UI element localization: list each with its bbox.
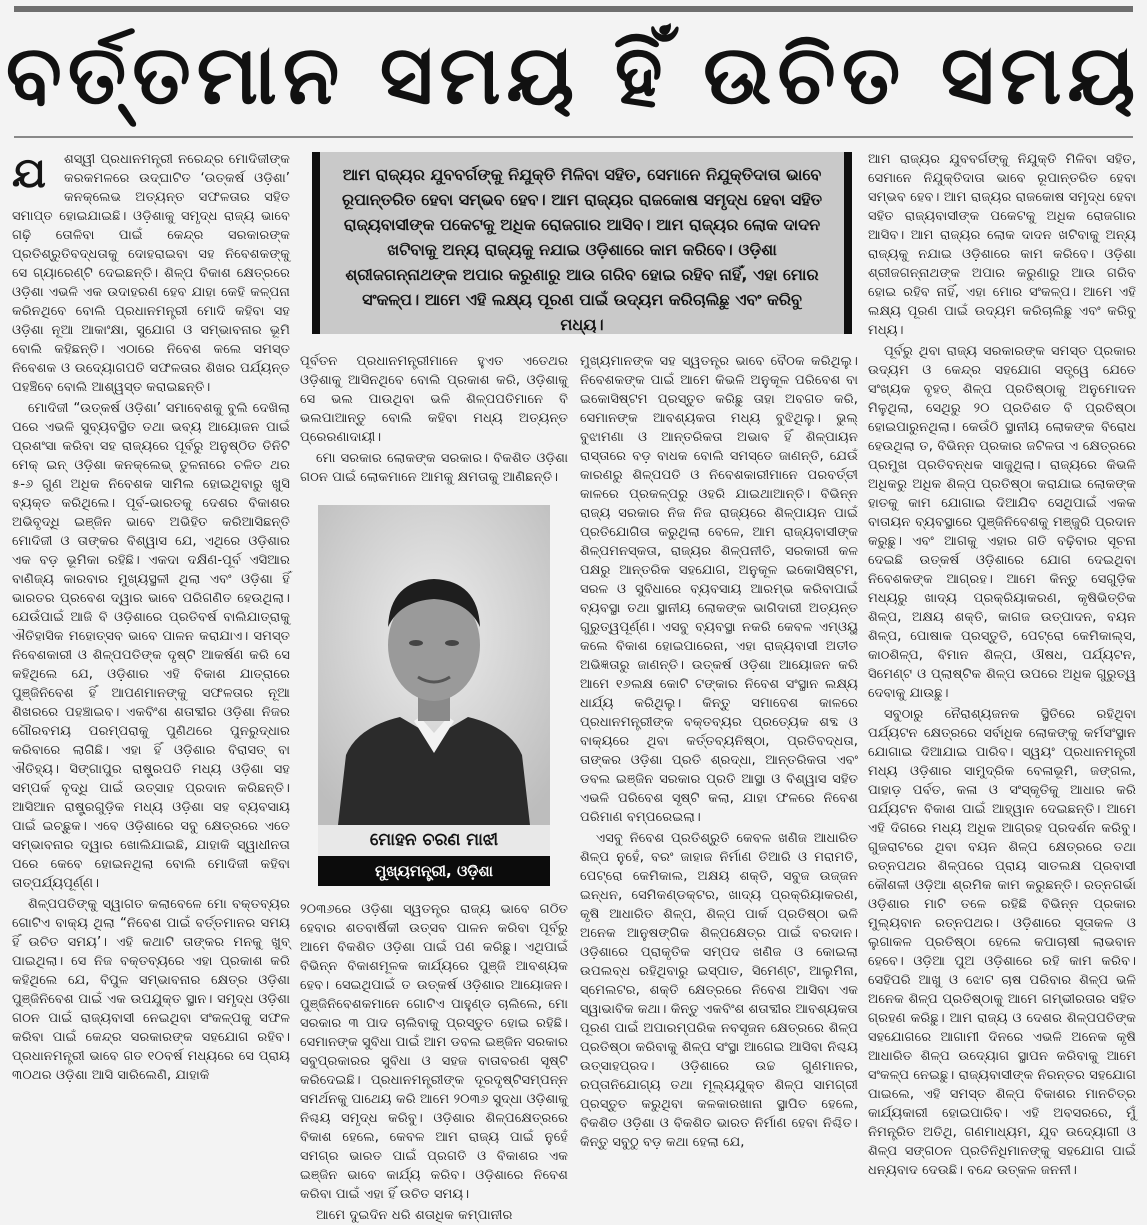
article-paragraph bbox=[12, 150, 290, 397]
photo-caption-role: ମୁଖ୍ୟମନ୍ତ୍ରୀ, ଓଡ଼ିଶା bbox=[318, 856, 550, 886]
article-column-3 bbox=[580, 352, 858, 1198]
article-paragraph: ପୂର୍ବତନ ପ୍ରଧାନମନ୍ତ୍ରୀମାନେ ହୁଏତ ଏତେଥର ଓଡ଼ିଶାକୁ ଆସିନଥିବେ ବୋଲି ପ୍ରକାଶ କରି, ଓଡ଼ିଶାକୁ ସେ ଭଲ ପାଉଥିବା ଭଳି ଶିଳ୍ପପତିମାନେ ବି ଭଲପାଆନ୍ତୁ ବୋଲି କହିବା ମଧ୍ୟ ଅତ୍ୟନ୍ତ ପ୍ରେରଣାଦାୟୀ। bbox=[300, 354, 568, 445]
article-paragraph: ଏସବୁ ନିବେଶ ପ୍ରତିଶ୍ରୁତି କେବଳ ଖଣିଜ ଆଧାରିତ ଶିଳ୍ପ ନୁହେଁ, ବରଂ ଜାହାଜ ନିର୍ମାଣ ତିଆରି ଓ ମରାମତି, ପେଟ୍ରୋ କେମିକାଲ, ଅକ୍ଷୟ ଶକ୍ତି, ସବୁଜ ଉଜ୍ଜନ ଇନ୍ଧନ, ସେମିକଣ୍ଡକ୍ଟର, ଖାଦ୍ୟ ପ୍ରକ୍ରିୟାକରଣ, କୃଷି ଆଧାରିତ ଶିଳ୍ପ, ଶିଳ୍ପ ପାର୍କ ପ୍ରତିଷ୍ଠା ଭଳି ଅନେକ ଆନୁଷଙ୍ଗିକ ଶିଳ୍ପକ୍ଷେତ୍ର ପାଇଁ ବରଦାନ। ଓଡ଼ିଶାରେ ପ୍ରାକୃତିକ ସମ୍ପଦ ଖଣିଜ ଓ କୋଇଲା ଉପଲବ୍ଧ ରହିଥିବାରୁ ଇସ୍ପାତ, ସିମେଣ୍ଟ, ଆଲୁମିନା, ସ୍ମେଲଟର, ଶକ୍ତି କ୍ଷେତ୍ରରେ ନିବେଶ ଆସିବା ଏକ ସ୍ୱାଭାବିକ କଥା। କିନ୍ତୁ ଏକବିଂଶ ଶତାବ୍ଦୀର ଆବଶ୍ୟକତା ପୂରଣ ପାଇଁ ଅପାରମ୍ପରିକ ନବସୃଜନ କ୍ଷେତ୍ରରେ ଶିଳ୍ପ ପ୍ରତିଷ୍ଠା କରିବାକୁ ଶିଳ୍ପ ସଂସ୍ଥା ଆଗେଇ ଆସିବା ନିଶ୍ଚୟ ଉତ୍ସାହପ୍ରଦ। ଓଡ଼ିଶାରେ ଉଚ୍ଚ ଗୁଣମାନର, ରପ୍ତାନିଯୋଗ୍ୟ ତଥା ମୂଲ୍ୟଯୁକ୍ତ ଶିଳ୍ପ ସାମଗ୍ରୀ ପ୍ରସ୍ତୁତ କରୁଥିବା କଳକାରଖାନା ସ୍ଥାପିତ ହେଲେ, ବିକଶିତ ଓଡ଼ିଶା ଓ ବିକଶିତ ଭାରତ ନିର୍ମାଣ ହେବା ନିଶ୍ଚିତ। କିନ୍ତୁ ସବୁଠୁ ବଡ଼ କଥା ହେଲା ଯେ, bbox=[580, 831, 858, 1150]
top-rule bbox=[14, 6, 1133, 12]
article-paragraph: ଆମ ରାଜ୍ୟର ଯୁବବର୍ଗଙ୍କୁ ନିଯୁକ୍ତି ମିଳିବା ସହିତ, ସେମାନେ ନିଯୁକ୍ତିଦାତା ଭାବେ ରୂପାନ୍ତରିତ ହେବା ସମ୍ଭବ ହେବ। ଆମ ରାଜ୍ୟର ରାଜକୋଷ ସମୃଦ୍ଧ ହେବା ସହିତ ରାଜ୍ୟବାସୀଙ୍କ ପକେଟକୁ ଅଧିକ ରୋଜଗାର ଆସିବ। ଆମ ରାଜ୍ୟର ଲୋକ ଦାଦନ ଖଟିବାକୁ ଅନ୍ୟ ରାଜ୍ୟକୁ ନଯାଇ ଓଡ଼ିଶାରେ କାମ କରିବେ। ଓଡ଼ିଶା ଶ୍ରୀଜଗନ୍ନାଥଙ୍କ ଅପାର କରୁଣାରୁ ଆଉ ଗରିବ ହୋଇ ରହିବ ନାହିଁ, ଏହା ମୋର ସଂକଳ୍ପ। ଆମେ ଏହି ଲକ୍ଷ୍ୟ ପୂରଣ ପାଇଁ ଉଦ୍ୟମ କରିଚାଲିଛୁ ଏବଂ କରିବୁ ମଧ୍ୟ। bbox=[868, 152, 1136, 338]
article-column-4 bbox=[868, 150, 1136, 1198]
paragraph-text: ଶସ୍ୱୀ ପ୍ରଧାନମନ୍ତ୍ରୀ ନରେନ୍ଦ୍ର ମୋଦିଜୀଙ୍କ କରକମଳରେ ଉଦ୍‌ଘାଟିତ ‘ଉତ୍କର୍ଷ ଓଡ଼ିଶା’ କନକ୍ଲେଭ ଅତ୍ୟନ୍ତ ସଫଳତାର ସହିତ ସମାପ୍ତ ହୋଇଯାଇଛି। ଓଡ଼ିଶାକୁ ସମୃଦ୍ଧ ରାଜ୍ୟ ଭାବେ ଗଢ଼ି ତୋଳିବା ପାଇଁ କେନ୍ଦ୍ର ସରକାରଙ୍କ ପ୍ରତିଶ୍ରୁତିବଦ୍ଧତାକୁ ଦୋହରାଇବା ସହ ନିବେଶକଙ୍କୁ ସେ ଗ୍ୟାରେଣ୍ଟି ଦେଇଛନ୍ତି। ଶିଳ୍ପ ବିକାଶ କ୍ଷେତ୍ରରେ ଓଡ଼ିଶା ଏଭଳି ଏକ ଉଦାହରଣ ହେବ ଯାହା କେହି କଳ୍ପନା କରିନଥିବେ ବୋଲି ପ୍ରଧାନମନ୍ତ୍ରୀ ମୋଦି କହିବା ସହ ଓଡ଼ିଶା ନୂଆ ଆକାଂକ୍ଷା, ସୁଯୋଗ ଓ ସମ୍ଭାବନାର ଭୂମି ବୋଲି କହିଛନ୍ତି। ଏଠାରେ ନିବେଶ କଲେ ସମସ୍ତ ନିବେଶକ ଓ ଉଦ୍ୟୋଗପତି ସଫଳତାର ଶିଖର ପର୍ଯ୍ୟନ୍ତ ପହଞ୍ଚିବେ ବୋଲି ଆଶ୍ୱସ୍ତ କରାଇଛନ୍ତି। bbox=[12, 152, 290, 395]
article-paragraph: ମୋ ସରକାର ଲୋକଙ୍କ ସରକାର। ବିକଶିତ ଓଡ଼ିଶା ଗଠନ ପାଇଁ ଲୋକମାନେ ଆମକୁ କ୍ଷମତାକୁ ଆଣିଛନ୍ତି। bbox=[300, 451, 568, 485]
article-column-2-bottom bbox=[300, 900, 568, 1223]
headline-rule bbox=[14, 136, 1133, 138]
chief-minister-photo bbox=[318, 505, 550, 825]
article-column-2-top bbox=[300, 352, 568, 492]
headline: ବର୍ତ୍ତମାନ ସମୟ ହିଁ ଉଚିତ ସମୟ bbox=[5, 28, 1142, 123]
pull-quote: ଆମ ରାଜ୍ୟର ଯୁବବର୍ଗଙ୍କୁ ନିଯୁକ୍ତି ମିଳିବା ସହିତ, ସେମାନେ ନିଯୁକ୍ତିଦାତା ଭାବେ ରୂପାନ୍ତରିତ ହେବା ସମ୍ଭବ ହେବ। ଆମ ରାଜ୍ୟର ରାଜକୋଷ ସମୃଦ୍ଧ ହେବା ସହିତ ରାଜ୍ୟବାସୀଙ୍କ ପକେଟକୁ ଅଧିକ ରୋଜଗାର ଆସିବ। ଆମ ରାଜ୍ୟର ଲୋକ ଦାଦନ ଖଟିବାକୁ ଅନ୍ୟ ରାଜ୍ୟକୁ ନଯାଇ ଓଡ଼ିଶାରେ କାମ କରିବେ। ଓଡ଼ିଶା ଶ୍ରୀଜଗନ୍ନାଥଙ୍କ ଅପାର କରୁଣାରୁ ଆଉ ଗରିବ ହୋଇ ରହିବ ନାହିଁ, ଏହା ମୋର ସଂକଳ୍ପ। ଆମେ ଏହି ଲକ୍ଷ୍ୟ ପୂରଣ ପାଇଁ ଉଦ୍ୟମ କରିଚାଲିଛୁ ଏବଂ କରିବୁ ମଧ୍ୟ। bbox=[312, 152, 852, 334]
article-paragraph: ଆମେ ଦୁଇଦିନ ଧରି ଶତାଧିକ କମ୍ପାନୀର bbox=[316, 1208, 513, 1223]
article-paragraph: ପୂର୍ବରୁ ଥିବା ରାଜ୍ୟ ସରକାରଙ୍କ ସମସ୍ତ ପ୍ରକାର ଉଦ୍ୟମ ଓ କେନ୍ଦ୍ର ସହଯୋଗ ସତ୍ତ୍ୱେ ଯେତେ ସଂଖ୍ୟକ ବୃହତ୍ ଶିଳ୍ପ ପ୍ରତିଷ୍ଠାକୁ ଅନୁମୋଦନ ମିଳୁଥିଲା, ସେଥିରୁ ୨୦ ପ୍ରତିଶତ ବି ପ୍ରତିଷ୍ଠା ହୋଇପାରୁନଥିଲା। କେଉଁଠି ସ୍ଥାନୀୟ ଲୋକଙ୍କ ବିରୋଧ ହେଉଥିଲା ତ, ବିଭିନ୍ନ ପ୍ରକାର ଜଟିଳତା ଏ କ୍ଷେତ୍ରରେ ପ୍ରମୁଖ ପ୍ରତିବନ୍ଧକ ସାଜୁଥିଲା। ରାଜ୍ୟରେ କିଭଳି ଅଧିକରୁ ଅଧିକ ଶିଳ୍ପ ପ୍ରତିଷ୍ଠା କରାଯାଇ ଲୋକଙ୍କ ହାତକୁ କାମ ଯୋଗାଇ ଦିଆଯିବ ସେଥିପାଇଁ ଏକକ ବାତାୟନ ବ୍ୟବସ୍ଥାରେ ପୁଞ୍ଜିନିବେଶକୁ ମଞ୍ଜୁରି ପ୍ରଦାନ କରୁଛୁ। ଏବଂ ଆଗକୁ ଏହାର ଗତି ବଢ଼ିବାର ସୂଚନା ଦେଇଛି ଉତ୍କର୍ଷ ଓଡ଼ିଶାରେ ଯୋଗ ଦେଇଥିବା ନିବେଶକଙ୍କ ଆଗ୍ରହ। ଆମେ କିନ୍ତୁ ସେଗୁଡ଼ିକ ମଧ୍ୟରୁ ଖାଦ୍ୟ ପ୍ରକ୍ରିୟାକରଣ, କୃଷିଭିତ୍ତିକ ଶିଳ୍ପ, ଅକ୍ଷୟ ଶକ୍ତି, କାଗଜ ଉତ୍ପାଦନ, ବୟନ ଶିଳ୍ପ, ପୋଷାକ ପ୍ରସ୍ତୁତି, ପେଟ୍ରୋ କେମିକାଲ୍ସ, କାଠଶିଳ୍ପ, ବିମାନ ଶିଳ୍ପ, ଔଷଧ, ପର୍ଯ୍ୟଟନ, ସିମେଣ୍ଟ ଓ ପ୍ଲାଷ୍ଟିକ ଶିଳ୍ପ ଉପରେ ଅଧିକ ଗୁରୁତ୍ୱ ଦେବାକୁ ଯାଉଛୁ। bbox=[868, 344, 1136, 701]
portrait-image bbox=[318, 505, 550, 825]
article-paragraph: ମୋଦିଜୀ “ଉତ୍କର୍ଷ ଓଡ଼ିଶା’ ସମାବେଶକୁ ବୁଲି ଦେଖିଲା ପରେ ଏଭଳି ସୁବ୍ୟବସ୍ଥିତ ତଥା ଭବ୍ୟ ଆୟୋଜନ ପାଇଁ ପ୍ରଶଂସା କରିବା ସହ ରାଜ୍ୟରେ ପୂର୍ବରୁ ଅନୁଷ୍ଠିତ ତିନିଟି ମେକ୍ ଇନ୍ ଓଡ଼ିଶା କନକ୍ଲେଭ୍ ତୁଳନାରେ ଚଳିତ ଥର ୫-୬ ଗୁଣ ଅଧିକ ନିବେଶକ ସାମିଲ ହୋଇଥିବାରୁ ଖୁସି ବ୍ୟକ୍ତ କରିଥିଲେ। ପୂର୍ବ-ଭାରତକୁ ଦେଶର ବିକାଶର ଅଭିବୃଦ୍ଧି ଇଞ୍ଜିନ ଭାବେ ଅଭିହିତ କରିଆସିଛନ୍ତି ମୋଦିଜୀ ଓ ତାଙ୍କର ବିଶ୍ୱାସ ଯେ, ଏଥିରେ ଓଡ଼ିଶାର ଏକ ବଡ଼ ଭୂମିକା ରହିଛି। ଏକଦା ଦକ୍ଷିଣ-ପୂର୍ବ ଏସିଆର ବାଣିଜ୍ୟ କାରବାର ମୁଖ୍ୟସ୍ଥଳୀ ଥିଲା ଏବଂ ଓଡ଼ିଶା ହିଁ ଭାରତର ପ୍ରବେଶ ଦ୍ୱାର ଭାବେ ପରିଗଣିତ ହେଉଥିଲା। ଯେଉଁପାଇଁ ଆଜି ବି ଓଡ଼ିଶାରେ ପ୍ରତିବର୍ଷ ବାଲିଯାତ୍ରାକୁ ଐତିହାସିକ ମହୋତ୍ସବ ଭାବେ ପାଳନ କରାଯାଏ। ସମସ୍ତ ନିବେଶକାରୀ ଓ ଶିଳ୍ପପତିଙ୍କ ଦୃଷ୍ଟି ଆକର୍ଷଣ କରି ସେ କହିଥିଲେ ଯେ, ଓଡ଼ିଶାର ଏହି ବିକାଶ ଯାତ୍ରାରେ ପୁଞ୍ଜିନିବେଶ ହିଁ ଆପଣମାନଙ୍କୁ ସଫଳତାର ନୂଆ ଶିଖରରେ ପହଞ୍ଚାଇବ। ଏକବିଂଶ ଶତାବ୍ଦୀର ଓଡ଼ିଶା ନିଜର ଗୌରବମୟ ପରମ୍ପରାକୁ ପୁଣିଥରେ ପୁନରୁଦ୍ଧାର କରିବାରେ ଲାଗିଛି। ଏହା ହିଁ ଓଡ଼ିଶାର ବିରାସତ୍ ବା ଐତିହ୍ୟ। ସିଙ୍ଗାପୁର ରାଷ୍ଟ୍ରପତି ମଧ୍ୟ ଓଡ଼ିଶା ସହ ସମ୍ପର୍କ ବୃଦ୍ଧି ପାଇଁ ଉତ୍ସାହ ପ୍ରଦାନ କରିଛନ୍ତି। ଆସିଆନ ରାଷ୍ଟ୍ରଗୁଡ଼ିକ ମଧ୍ୟ ଓଡ଼ିଶା ସହ ବ୍ୟବସାୟ ପାଇଁ ଇଚ୍ଛୁକ। ଏବେ ଓଡ଼ିଶାରେ ସବୁ କ୍ଷେତ୍ରରେ ଏତେ ସମ୍ଭାବନାର ଦ୍ୱାର ଖୋଲିଯାଇଛି, ଯାହାକି ସ୍ୱାଧୀନତା ପରେ କେବେ ହୋଇନଥିଲା ବୋଲି ମୋଦିଜୀ କହିବା ତାତ୍ପର୍ଯ୍ୟପୂର୍ଣ୍ଣ। bbox=[12, 401, 290, 891]
drop-cap: ଯ bbox=[12, 148, 46, 197]
article-paragraph: ଶିଳ୍ପପତିଙ୍କୁ ସ୍ୱାଗତ କଲାବେଳେ ମୋ ବକ୍ତବ୍ୟର ଗୋଟିଏ ବାକ୍ୟ ଥିଲା “ନିବେଶ ପାଇଁ ବର୍ତ୍ତମାନର ସମୟ ହିଁ ଉଚିତ ସମୟ’। ଏହି କଥାଟି ତାଙ୍କର ମନକୁ ଖୁବ୍ ପାଇଥିଲା। ସେ ନିଜ ବକ୍ତବ୍ୟରେ ଏହା ପ୍ରକାଶ କରି କହିଥିଲେ ଯେ, ବିପୁଳ ସମ୍ଭାବନାର କ୍ଷେତ୍ର ଓଡ଼ିଶା ପୁଞ୍ଜିନିବେଶ ପାଇଁ ଏକ ଉପଯୁକ୍ତ ସ୍ଥାନ। ସମୃଦ୍ଧ ଓଡ଼ିଶା ଗଠନ ପାଇଁ ରାଜ୍ୟବାସୀ ନେଇଥିବା ସଂକଳ୍ପକୁ ସଫଳ କରିବା ପାଇଁ କେନ୍ଦ୍ର ସରକାରଙ୍କ ସହଯୋଗ ରହିବ। ପ୍ରଧାନମନ୍ତ୍ରୀ ଭାବେ ଗତ ୧୦ବର୍ଷ ମଧ୍ୟରେ ସେ ପ୍ରାୟ ୩୦ଥର ଓଡ଼ିଶା ଆସି ସାରିଲେଣି, ଯାହାକି bbox=[12, 897, 290, 1083]
article-column-1 bbox=[12, 150, 290, 1198]
article-paragraph: ମୁଖ୍ୟମାନଙ୍କ ସହ ସ୍ୱତନ୍ତ୍ର ଭାବେ ବୈଠକ କରିଥିଲୁ। ନିବେଶକଙ୍କ ପାଇଁ ଆମେ କିଭଳି ଅନୁକୂଳ ପରିବେଶ ବା ଇକୋସିଷ୍ଟମ ପ୍ରସ୍ତୁତ କରିଛୁ ତାହା ଅବଗତ କରି, ସେମାନଙ୍କ ଆବଶ୍ୟକତା ମଧ୍ୟ ବୁଝିଥିଲୁ। ଭୁଲ୍ ବୁଝାମଣା ଓ ଆନ୍ତରିକତା ଅଭାବ ହିଁ ଶିଳ୍ପାୟନ ରାସ୍ତାରେ ବଡ଼ ବାଧକ ବୋଲି ସମସ୍ତେ ଜାଣନ୍ତି, ଯେଉଁ କାରଣରୁ ଶିଳ୍ପପତି ଓ ନିବେଶକାରୀମାନେ ପରବର୍ତ୍ତୀ କାଳରେ ପ୍ରକଳ୍ପରୁ ଓହରି ଯାଇଥାଆନ୍ତି। ବିଭିନ୍ନ ରାଜ୍ୟ ସରକାର ନିଜ ନିଜ ରାଜ୍ୟରେ ଶିଳ୍ପାୟନ ପାଇଁ ପ୍ରତିଯୋଗିତା କରୁଥିଲା ବେଳେ, ଆମ ରାଜ୍ୟବାସୀଙ୍କ ଶିଳ୍ପମନସ୍କତା, ରାଜ୍ୟର ଶିଳ୍ପନୀତି, ସରକାରୀ କଳ ପକ୍ଷରୁ ଆନ୍ତରିକ ସହଯୋଗ, ଅନୁକୂଳ ଇକୋସିଷ୍ଟମ, ସରଳ ଓ ସୁବିଧାରେ ବ୍ୟବସାୟ ଆରମ୍ଭ କରିବାପାଇଁ ବ୍ୟବସ୍ଥା ତଥା ସ୍ଥାନୀୟ ଲୋକଙ୍କ ଭାଗିଦାରୀ ଅତ୍ୟନ୍ତ ଗୁରୁତ୍ୱପୂର୍ଣ୍ଣ। ଏସବୁ ବ୍ୟବସ୍ଥା ନକରି କେବଳ ଏମ୍ଓୟୁ କଲେ ବିକାଶ ହୋଇପାରେନା, ଏହା ରାଜ୍ୟବାସୀ ଅତୀତ ଅଭିଜ୍ଞତାରୁ ଜାଣନ୍ତି। ଉତ୍କର୍ଷ ଓଡ଼ିଶା ଆୟୋଜନ କରି ଆମେ ୧୬ଲକ୍ଷ କୋଟି ଟଙ୍କାର ନିବେଶ ସଂସ୍ଥାନ ଲକ୍ଷ୍ୟ ଧାର୍ଯ୍ୟ କରିଥିଲୁ। କିନ୍ତୁ ସମାବେଶ କାଳରେ ପ୍ରଧାନମନ୍ତ୍ରୀଙ୍କ ବକ୍ତବ୍ୟର ପ୍ରତ୍ୟେକ ଶବ୍ଦ ଓ ବାକ୍ୟରେ ଥିବା କର୍ତ୍ତବ୍ୟନିଷ୍ଠା, ପ୍ରତିବଦ୍ଧତା, ତାଙ୍କର ଓଡ଼ିଶା ପ୍ରତି ଶ୍ରଦ୍ଧା, ଆନ୍ତରିକତା ଏବଂ ଡବଲ ଇଞ୍ଜିନ ସରକାର ପ୍ରତି ଆସ୍ଥା ଓ ବିଶ୍ୱାସ ସହିତ ଏଭଳି ପରିବେଶ ସୃଷ୍ଟି କଲା, ଯାହା ଫଳରେ ନିବେଶ ପରିମାଣ ବମ୍ପରେଇଲା। bbox=[580, 354, 858, 825]
article-paragraph: ସବୁଠାରୁ ନୈରାଶ୍ୟଜନକ ସ୍ଥିତିରେ ରହିଥିବା ପର୍ଯ୍ୟଟନ କ୍ଷେତ୍ରରେ ସର୍ବାଧିକ ଲୋକଙ୍କୁ କର୍ମସଂସ୍ଥାନ ଯୋଗାଇ ଦିଆଯାଇ ପାରିବ। ସ୍ୱୟଂ ପ୍ରଧାନମନ୍ତ୍ରୀ ମଧ୍ୟ ଓଡ଼ିଶାର ସାମୁଦ୍ରିକ ବେଳାଭୂମି, ଜଙ୍ଗଲ, ପାହାଡ଼ ପର୍ବତ, କଳା ଓ ସଂସ୍କୃତିକୁ ଆଧାର କରି ପର୍ଯ୍ୟଟନ ବିକାଶ ପାଇଁ ଆହ୍ୱାନ ଦେଇଛନ୍ତି। ଆମେ ଏହି ଦିଗରେ ମଧ୍ୟ ଅଧିକ ଆଗ୍ରହ ପ୍ରଦର୍ଶନ କରିବୁ। ଗୁଜରାଟରେ ଥିବା ବୟନ ଶିଳ୍ପ କ୍ଷେତ୍ରରେ ତଥା ରତ୍ନପଥର ଶିଳ୍ପରେ ପ୍ରାୟ ସାତଲକ୍ଷ ପ୍ରବାସୀ କୌଶଳୀ ଓଡ଼ିଆ ଶ୍ରମିକ କାମ କରୁଛନ୍ତି। ରତ୍ନଗର୍ଭା ଓଡ଼ିଶାର ମାଟି ତଳେ ରହିଛି ବିଭିନ୍ନ ପ୍ରକାର ମୁଲ୍ୟବାନ ରତ୍ନପଥର। ଓଡ଼ିଶାରେ ସୂତାକଳ ଓ ଲୁଗାକଳ ପ୍ରତିଷ୍ଠା ହେଲେ କପାଚାଷୀ ଲାଭବାନ ହେବେ। ଓଡ଼ିଆ ପୁଅ ଓଡ଼ିଶାରେ ରହି କାମ କରିବ। ସେହିପରି ଆଖୁ ଓ ଝୋଟ ଚାଷ ପରିବାର ଶିଳ୍ପ ଭଳି ଅନେକ ଶିଳ୍ପ ପ୍ରତିଷ୍ଠାକୁ ଆମେ ଗମ୍ଭୀରତାର ସହିତ ଗ୍ରହଣ କରିଛୁ। ଆମ ରାଜ୍ୟ ଓ ଦେଶର ଶିଳ୍ପପତିଙ୍କ ସହଯୋଗରେ ଆଗାମୀ ଦିନରେ ଏଭଳି ଅନେକ କୃଷି ଆଧାରିତ ଶିଳ୍ପ ଉଦ୍ୟୋଗ ସ୍ଥାପନ କରିବାକୁ ଆମେ ସଂକଳ୍ପ ନେଇଛୁ। ରାଜ୍ୟବାସୀଙ୍କ ନିରନ୍ତର ସହଯୋଗ ପାଇଲେ, ଏହି ସମସ୍ତ ଶିଳ୍ପ ବିକାଶର ମାନଚିତ୍ର କାର୍ଯ୍ୟକାରୀ ହୋଇପାରିବ। ଏହି ଅବସରରେ, ମୁଁ ନିମନ୍ତ୍ରିତ ଅତିଥି, ଗଣମାଧ୍ୟମ, ଯୁବ ଉଦ୍ୟୋଗୀ ଓ ଶିଳ୍ପ ସଙ୍ଗଠନ ପ୍ରତିନିଧିମାନଙ୍କୁ ସହଯୋଗ ପାଇଁ ଧନ୍ୟବାଦ ଦେଉଛି। ବନ୍ଦେ ଉତ୍କଳ ଜନନୀ। bbox=[868, 707, 1136, 1178]
photo-caption-name: ମୋହନ ଚରଣ ମାଝୀ bbox=[318, 825, 550, 856]
article-paragraph: ୨୦୩୬ରେ ଓଡ଼ିଶା ସ୍ୱତନ୍ତ୍ର ରାଜ୍ୟ ଭାବେ ଗଠିତ ହେବାର ଶତବାର୍ଷିକୀ ଉତ୍ସବ ପାଳନ କରିବା ପୂର୍ବରୁ ଆମେ ବିକଶିତ ଓଡ଼ିଶା ପାଇଁ ପଣ କରିଛୁ। ଏଥିପାଇଁ ବିଭିନ୍ନ ବିକାଶମୂଳକ କାର୍ଯ୍ୟରେ ପୁଞ୍ଜି ଆବଶ୍ୟକ ହେବ। ସେଇଥିପାଇଁ ତ ଉତ୍କର୍ଷ ଓଡ଼ିଶାର ଆୟୋଜନ। ପୁଞ୍ଜିନିବେଶକମାନେ ଗୋଟିଏ ପାହୁଣ୍ଡ ଚାଲିଲେ, ମୋ ସରକାର ୩ ପାଦ ଚାଲିବାକୁ ପ୍ରସ୍ତୁତ ହୋଇ ରହିଛି। ସେମାନଙ୍କ ସୁବିଧା ପାଇଁ ଆମ ଡବଲ ଇଞ୍ଜିନ ସରକାର ସବୁପ୍ରକାରର ସୁବିଧା ଓ ସହଜ ବାତାବରଣ ସୃଷ୍ଟି କରିଦେଇଛି। ପ୍ରଧାନମନ୍ତ୍ରୀଙ୍କ ଦୂରଦୃଷ୍ଟିସମ୍ପନ୍ନ ସମର୍ଥନକୁ ପାଥେୟ କରି ଆମେ ୨୦୩୬ ସୁଦ୍ଧା ଓଡ଼ିଶାକୁ ନିଶ୍ଚୟ ସମୃଦ୍ଧ କରିବୁ। ଓଡ଼ିଶାର ଶିଳ୍ପକ୍ଷେତ୍ରରେ ବିକାଶ ହେଲେ, କେବଳ ଆମ ରାଜ୍ୟ ପାଇଁ ନୁହେଁ ସମଗ୍ର ଭାରତ ପାଇଁ ପ୍ରଗତି ଓ ବିକାଶର ଏକ ଇଞ୍ଜିନ ଭାବେ କାର୍ଯ୍ୟ କରିବ। ଓଡ଼ିଶାରେ ନିବେଶ କରିବା ପାଇଁ ଏହା ହିଁ ଉଚିତ ସମୟ। bbox=[300, 902, 568, 1202]
